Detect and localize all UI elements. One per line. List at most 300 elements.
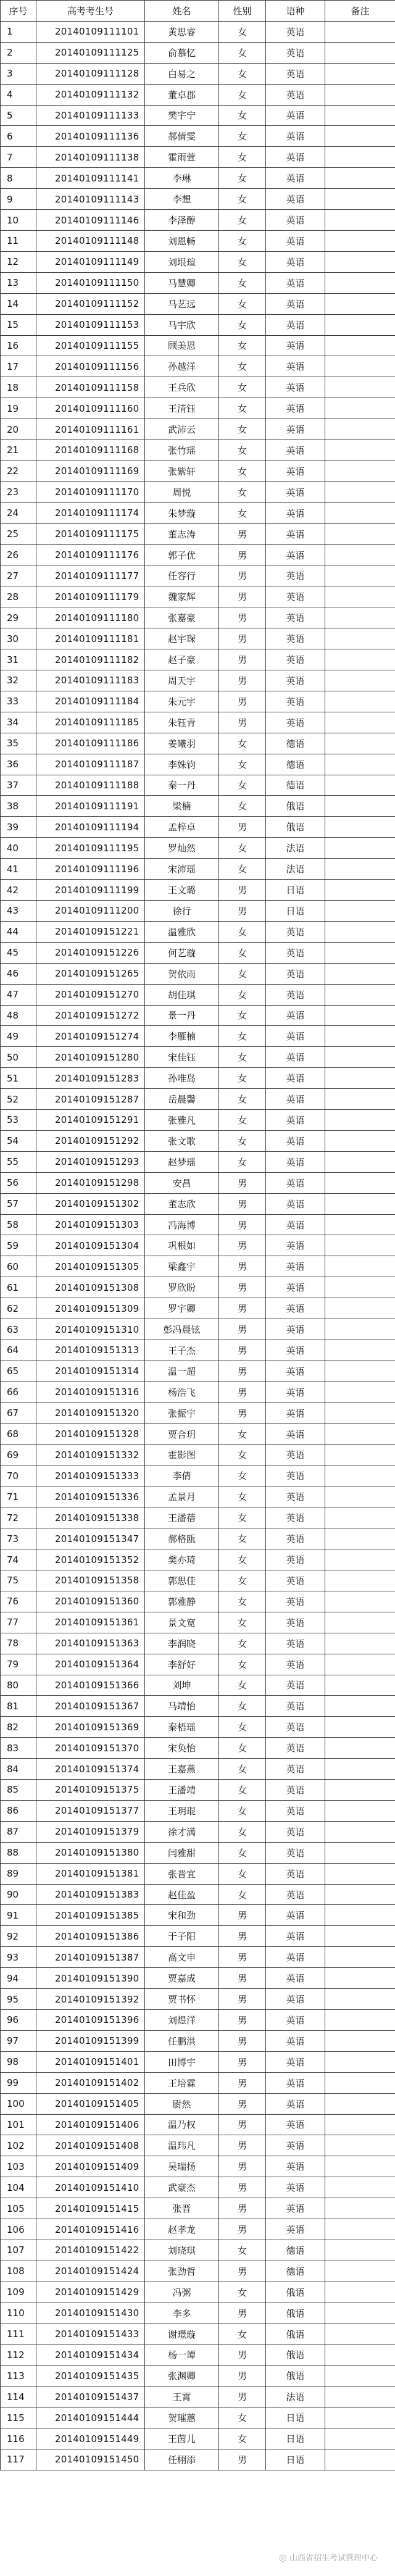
cell-remark [325, 1423, 395, 1444]
cell-language: 德语 [266, 733, 325, 754]
cell-name: 马慧卿 [145, 272, 219, 293]
cell-exam-id: 20140109111168 [36, 440, 145, 461]
cell-gender: 男 [219, 2261, 266, 2282]
cell-name: 杨浩飞 [145, 1382, 219, 1403]
cell-gender: 女 [219, 1675, 266, 1696]
table-header-row [1, 1, 395, 22]
cell-gender: 女 [219, 230, 266, 251]
table-row [1, 523, 395, 544]
cell-seq: 44 [1, 921, 36, 942]
cell-gender: 女 [219, 42, 266, 63]
cell-remark [325, 1842, 395, 1863]
cell-remark [325, 1089, 395, 1110]
cell-name: 王子杰 [145, 1340, 219, 1361]
cell-name: 朱钰青 [145, 712, 219, 733]
cell-language: 英语 [266, 2177, 325, 2198]
cell-gender: 女 [219, 1759, 266, 1780]
cell-remark [325, 775, 395, 796]
cell-exam-id: 20140109111195 [36, 838, 145, 859]
cell-seq: 85 [1, 1780, 36, 1801]
cell-gender: 男 [219, 544, 266, 565]
table-row [1, 1465, 395, 1486]
cell-language: 英语 [266, 1172, 325, 1193]
table-row [1, 2135, 395, 2156]
cell-seq: 42 [1, 880, 36, 901]
cell-exam-id: 20140109151314 [36, 1361, 145, 1382]
cell-exam-id: 20140109111150 [36, 272, 145, 293]
cell-language: 英语 [266, 1151, 325, 1172]
cell-remark [325, 1989, 395, 2010]
cell-exam-id: 20140109151308 [36, 1277, 145, 1298]
cell-seq: 13 [1, 272, 36, 293]
cell-exam-id: 20140109151424 [36, 2261, 145, 2282]
cell-gender: 女 [219, 1047, 266, 1068]
cell-gender: 女 [219, 1423, 266, 1444]
cell-exam-id: 20140109151283 [36, 1068, 145, 1089]
cell-gender: 女 [219, 2428, 266, 2449]
cell-seq: 49 [1, 1026, 36, 1047]
cell-gender: 女 [219, 963, 266, 984]
cell-exam-id: 20140109151338 [36, 1507, 145, 1528]
cell-name: 马宇欣 [145, 314, 219, 335]
cell-exam-id: 20140109111125 [36, 42, 145, 63]
cell-remark [325, 293, 395, 314]
cell-name: 冯海博 [145, 1214, 219, 1235]
cell-remark [325, 838, 395, 859]
cell-seq: 80 [1, 1675, 36, 1696]
cell-exam-id: 20140109111169 [36, 461, 145, 481]
table-row [1, 502, 395, 523]
table-row [1, 189, 395, 210]
table-row [1, 712, 395, 733]
table-row [1, 84, 395, 105]
cell-exam-id: 20140109151302 [36, 1193, 145, 1214]
table-row [1, 356, 395, 377]
cell-remark [325, 168, 395, 189]
cell-remark [325, 21, 395, 42]
cell-gender: 女 [219, 1591, 266, 1612]
cell-remark [325, 210, 395, 231]
table-row [1, 2282, 395, 2303]
cell-remark [325, 356, 395, 377]
cell-name: 郝格瓯 [145, 1528, 219, 1549]
cell-name: 李雁楠 [145, 1026, 219, 1047]
cell-gender: 女 [219, 398, 266, 419]
table-row [1, 1151, 395, 1172]
cell-name: 李想 [145, 189, 219, 210]
table-row [1, 168, 395, 189]
cell-gender: 男 [219, 2219, 266, 2240]
cell-exam-id: 20140109151336 [36, 1486, 145, 1507]
cell-seq: 81 [1, 1696, 36, 1717]
cell-exam-id: 20140109111155 [36, 335, 145, 356]
cell-name: 王培霖 [145, 2072, 219, 2093]
cell-seq: 3 [1, 63, 36, 84]
cell-gender: 女 [219, 1130, 266, 1151]
cell-exam-id: 20140109111184 [36, 691, 145, 712]
header-exam-id: 高考考生号 [36, 1, 145, 22]
cell-gender: 女 [219, 314, 266, 335]
cell-language: 日语 [266, 2407, 325, 2428]
cell-name: 尉然 [145, 2093, 219, 2114]
cell-language: 英语 [266, 1235, 325, 1256]
cell-exam-id: 20140109151402 [36, 2072, 145, 2093]
cell-language: 英语 [266, 377, 325, 398]
cell-exam-id: 20140109151369 [36, 1717, 145, 1738]
cell-name: 张嘉豪 [145, 607, 219, 628]
cell-gender: 男 [219, 2303, 266, 2324]
cell-gender: 男 [219, 1947, 266, 1968]
cell-seq: 64 [1, 1340, 36, 1361]
cell-exam-id: 20140109151449 [36, 2428, 145, 2449]
cell-gender: 女 [219, 1717, 266, 1738]
cell-language: 英语 [266, 398, 325, 419]
cell-exam-id: 20140109151304 [36, 1235, 145, 1256]
cell-gender: 女 [219, 1026, 266, 1047]
table-row [1, 1361, 395, 1382]
table-row [1, 1989, 395, 2010]
cell-seq: 66 [1, 1382, 36, 1403]
cell-name: 任容行 [145, 565, 219, 586]
cell-language: 英语 [266, 1089, 325, 1110]
table-row [1, 2324, 395, 2345]
cell-name: 张劲哲 [145, 2261, 219, 2282]
table-row [1, 63, 395, 84]
cell-exam-id: 20140109151406 [36, 2114, 145, 2135]
cell-language: 英语 [266, 2198, 325, 2219]
cell-exam-id: 20140109151366 [36, 1675, 145, 1696]
cell-name: 赵孝龙 [145, 2219, 219, 2240]
cell-language: 英语 [266, 1047, 325, 1068]
cell-remark [325, 649, 395, 670]
cell-name: 罗灿然 [145, 838, 219, 859]
cell-language: 英语 [266, 1256, 325, 1277]
cell-language: 英语 [266, 2219, 325, 2240]
cell-seq: 73 [1, 1528, 36, 1549]
cell-exam-id: 20140109151292 [36, 1130, 145, 1151]
cell-language: 俄语 [266, 817, 325, 838]
cell-language: 英语 [266, 1633, 325, 1654]
table-row [1, 461, 395, 481]
cell-exam-id: 20140109151364 [36, 1654, 145, 1675]
cell-remark [325, 1340, 395, 1361]
cell-name: 王文璐 [145, 880, 219, 901]
cell-gender: 男 [219, 2114, 266, 2135]
table-row [1, 1675, 395, 1696]
table-row [1, 984, 395, 1005]
cell-exam-id: 20140109111175 [36, 523, 145, 544]
table-row [1, 733, 395, 754]
cell-remark [325, 1905, 395, 1926]
cell-gender: 男 [219, 1926, 266, 1947]
cell-seq: 6 [1, 126, 36, 147]
cell-seq: 28 [1, 586, 36, 607]
cell-language: 英语 [266, 84, 325, 105]
cell-gender: 女 [219, 984, 266, 1005]
cell-seq: 113 [1, 2366, 36, 2386]
cell-exam-id: 20140109111160 [36, 398, 145, 419]
cell-name: 董志涛 [145, 523, 219, 544]
cell-exam-id: 20140109151361 [36, 1612, 145, 1633]
cell-exam-id: 20140109151450 [36, 2449, 145, 2470]
cell-exam-id: 20140109151303 [36, 1214, 145, 1235]
cell-gender: 男 [219, 2177, 266, 2198]
cell-exam-id: 20140109151435 [36, 2366, 145, 2386]
cell-seq: 41 [1, 859, 36, 880]
cell-name: 姜曦羽 [145, 733, 219, 754]
cell-seq: 92 [1, 1926, 36, 1947]
cell-seq: 71 [1, 1486, 36, 1507]
cell-remark [325, 1549, 395, 1570]
cell-gender: 女 [219, 210, 266, 231]
cell-name: 任栩添 [145, 2449, 219, 2470]
table-row [1, 670, 395, 691]
cell-gender: 女 [219, 1528, 266, 1549]
cell-gender: 女 [219, 2324, 266, 2345]
table-row [1, 1780, 395, 1801]
cell-name: 贾嘉成 [145, 1968, 219, 1989]
cell-gender: 女 [219, 377, 266, 398]
table-row [1, 1172, 395, 1193]
cell-name: 赵子豪 [145, 649, 219, 670]
cell-exam-id: 20140109151385 [36, 1905, 145, 1926]
cell-gender: 男 [219, 1214, 266, 1235]
cell-language: 英语 [266, 1989, 325, 2010]
cell-exam-id: 20140109111191 [36, 796, 145, 817]
cell-remark [325, 1235, 395, 1256]
cell-name: 李姝钧 [145, 754, 219, 775]
cell-name: 彭冯晨铉 [145, 1319, 219, 1340]
cell-language: 英语 [266, 670, 325, 691]
cell-gender: 男 [219, 649, 266, 670]
cell-exam-id: 20140109151367 [36, 1696, 145, 1717]
cell-language: 英语 [266, 502, 325, 523]
cell-remark [325, 1256, 395, 1277]
cell-gender: 女 [219, 2282, 266, 2303]
cell-name: 杨一谭 [145, 2345, 219, 2366]
cell-name: 张竹瑶 [145, 440, 219, 461]
cell-exam-id: 20140109151370 [36, 1738, 145, 1759]
wechat-icon: ◎ [278, 2551, 287, 2563]
cell-remark [325, 1591, 395, 1612]
cell-language: 英语 [266, 1926, 325, 1947]
cell-remark [325, 1005, 395, 1026]
cell-seq: 4 [1, 84, 36, 105]
cell-remark [325, 1130, 395, 1151]
cell-language: 英语 [266, 1905, 325, 1926]
cell-name: 王嘉燕 [145, 1759, 219, 1780]
table-row [1, 210, 395, 231]
cell-language: 英语 [266, 314, 325, 335]
cell-remark [325, 2010, 395, 2031]
cell-remark [325, 1277, 395, 1298]
cell-remark [325, 440, 395, 461]
cell-name: 孟梓卓 [145, 817, 219, 838]
cell-seq: 50 [1, 1047, 36, 1068]
cell-gender: 男 [219, 712, 266, 733]
cell-remark [325, 2198, 395, 2219]
cell-seq: 112 [1, 2345, 36, 2366]
cell-language: 英语 [266, 1340, 325, 1361]
table-row [1, 2072, 395, 2093]
cell-name: 巩根如 [145, 1235, 219, 1256]
cell-gender: 女 [219, 942, 266, 963]
cell-name: 吴瑞扬 [145, 2156, 219, 2177]
cell-seq: 58 [1, 1214, 36, 1235]
cell-gender: 男 [219, 523, 266, 544]
cell-name: 俞慕忆 [145, 42, 219, 63]
table-row [1, 2428, 395, 2449]
cell-remark [325, 2282, 395, 2303]
cell-remark [325, 1821, 395, 1842]
cell-gender: 女 [219, 105, 266, 126]
cell-exam-id: 20140109111146 [36, 210, 145, 231]
cell-language: 英语 [266, 628, 325, 649]
cell-language: 英语 [266, 189, 325, 210]
cell-seq: 11 [1, 230, 36, 251]
cell-seq: 33 [1, 691, 36, 712]
cell-seq: 95 [1, 1989, 36, 2010]
cell-seq: 46 [1, 963, 36, 984]
cell-seq: 100 [1, 2093, 36, 2114]
cell-exam-id: 20140109111194 [36, 817, 145, 838]
cell-seq: 45 [1, 942, 36, 963]
cell-language: 英语 [266, 2051, 325, 2072]
cell-language: 英语 [266, 1193, 325, 1214]
table-row [1, 2114, 395, 2135]
cell-gender: 男 [219, 1403, 266, 1423]
cell-language: 英语 [266, 168, 325, 189]
cell-seq: 12 [1, 251, 36, 272]
cell-seq: 115 [1, 2407, 36, 2428]
cell-name: 徐行 [145, 900, 219, 921]
cell-remark [325, 398, 395, 419]
cell-remark [325, 1110, 395, 1131]
cell-exam-id: 20140109151381 [36, 1863, 145, 1884]
cell-language: 英语 [266, 1654, 325, 1675]
cell-seq: 97 [1, 2030, 36, 2051]
cell-seq: 23 [1, 481, 36, 502]
cell-seq: 48 [1, 1005, 36, 1026]
cell-language: 英语 [266, 481, 325, 502]
cell-seq: 34 [1, 712, 36, 733]
cell-remark [325, 1298, 395, 1319]
cell-language: 日语 [266, 2428, 325, 2449]
cell-exam-id: 20140109111153 [36, 314, 145, 335]
cell-gender: 女 [219, 733, 266, 754]
cell-exam-id: 20140109151415 [36, 2198, 145, 2219]
cell-remark [325, 754, 395, 775]
cell-gender: 女 [219, 1549, 266, 1570]
cell-remark [325, 565, 395, 586]
cell-language: 英语 [266, 1947, 325, 1968]
cell-language: 英语 [266, 1005, 325, 1026]
table-row [1, 1089, 395, 1110]
cell-gender: 女 [219, 251, 266, 272]
cell-exam-id: 20140109111152 [36, 293, 145, 314]
cell-gender: 女 [219, 796, 266, 817]
cell-remark [325, 335, 395, 356]
cell-remark [325, 859, 395, 880]
cell-name: 贺依雨 [145, 963, 219, 984]
cell-gender: 男 [219, 2010, 266, 2031]
cell-gender: 男 [219, 2156, 266, 2177]
cell-exam-id: 20140109151396 [36, 2010, 145, 2031]
cell-language: 法语 [266, 859, 325, 880]
cell-name: 王潘蓓 [145, 1507, 219, 1528]
cell-exam-id: 20140109151405 [36, 2093, 145, 2114]
cell-language: 俄语 [266, 2282, 325, 2303]
cell-language: 英语 [266, 1612, 325, 1633]
cell-remark [325, 963, 395, 984]
cell-name: 刘恩畅 [145, 230, 219, 251]
cell-name: 王茵儿 [145, 2428, 219, 2449]
cell-name: 白易之 [145, 63, 219, 84]
cell-language: 英语 [266, 356, 325, 377]
cell-exam-id: 20140109151375 [36, 1780, 145, 1801]
cell-remark [325, 147, 395, 168]
cell-gender: 男 [219, 1382, 266, 1403]
table-row [1, 2449, 395, 2470]
table-row [1, 1968, 395, 1989]
cell-language: 英语 [266, 21, 325, 42]
cell-gender: 男 [219, 2051, 266, 2072]
cell-seq: 59 [1, 1235, 36, 1256]
cell-gender: 男 [219, 1277, 266, 1298]
table-row [1, 2030, 395, 2051]
cell-gender: 男 [219, 2449, 266, 2470]
cell-exam-id: 20140109151434 [36, 2345, 145, 2366]
table-row [1, 1005, 395, 1026]
cell-name: 安昌 [145, 1172, 219, 1193]
cell-gender: 女 [219, 293, 266, 314]
cell-seq: 90 [1, 1884, 36, 1905]
cell-name: 李多 [145, 2303, 219, 2324]
table-row [1, 335, 395, 356]
cell-seq: 102 [1, 2135, 36, 2156]
cell-name: 罗宇卿 [145, 1298, 219, 1319]
cell-seq: 108 [1, 2261, 36, 2282]
cell-seq: 116 [1, 2428, 36, 2449]
cell-gender: 女 [219, 1800, 266, 1821]
cell-gender: 女 [219, 1570, 266, 1591]
cell-language: 英语 [266, 335, 325, 356]
cell-exam-id: 20140109151309 [36, 1298, 145, 1319]
cell-name: 王清钰 [145, 398, 219, 419]
table-row [1, 586, 395, 607]
cell-gender: 男 [219, 880, 266, 901]
cell-language: 英语 [266, 523, 325, 544]
cell-exam-id: 20140109151386 [36, 1926, 145, 1947]
cell-gender: 男 [219, 586, 266, 607]
table-row [1, 1403, 395, 1423]
cell-exam-id: 20140109151444 [36, 2407, 145, 2428]
cell-exam-id: 20140109111158 [36, 377, 145, 398]
cell-exam-id: 20140109111133 [36, 105, 145, 126]
cell-seq: 106 [1, 2219, 36, 2240]
cell-gender: 男 [219, 1319, 266, 1340]
header-seq: 序号 [1, 1, 36, 22]
table-row [1, 1633, 395, 1654]
cell-exam-id: 20140109111199 [36, 880, 145, 901]
cell-name: 郭子优 [145, 544, 219, 565]
cell-language: 法语 [266, 838, 325, 859]
cell-name: 张渊卿 [145, 2366, 219, 2386]
cell-gender: 女 [219, 356, 266, 377]
cell-language: 德语 [266, 775, 325, 796]
cell-language: 英语 [266, 42, 325, 63]
cell-exam-id: 20140109111181 [36, 628, 145, 649]
